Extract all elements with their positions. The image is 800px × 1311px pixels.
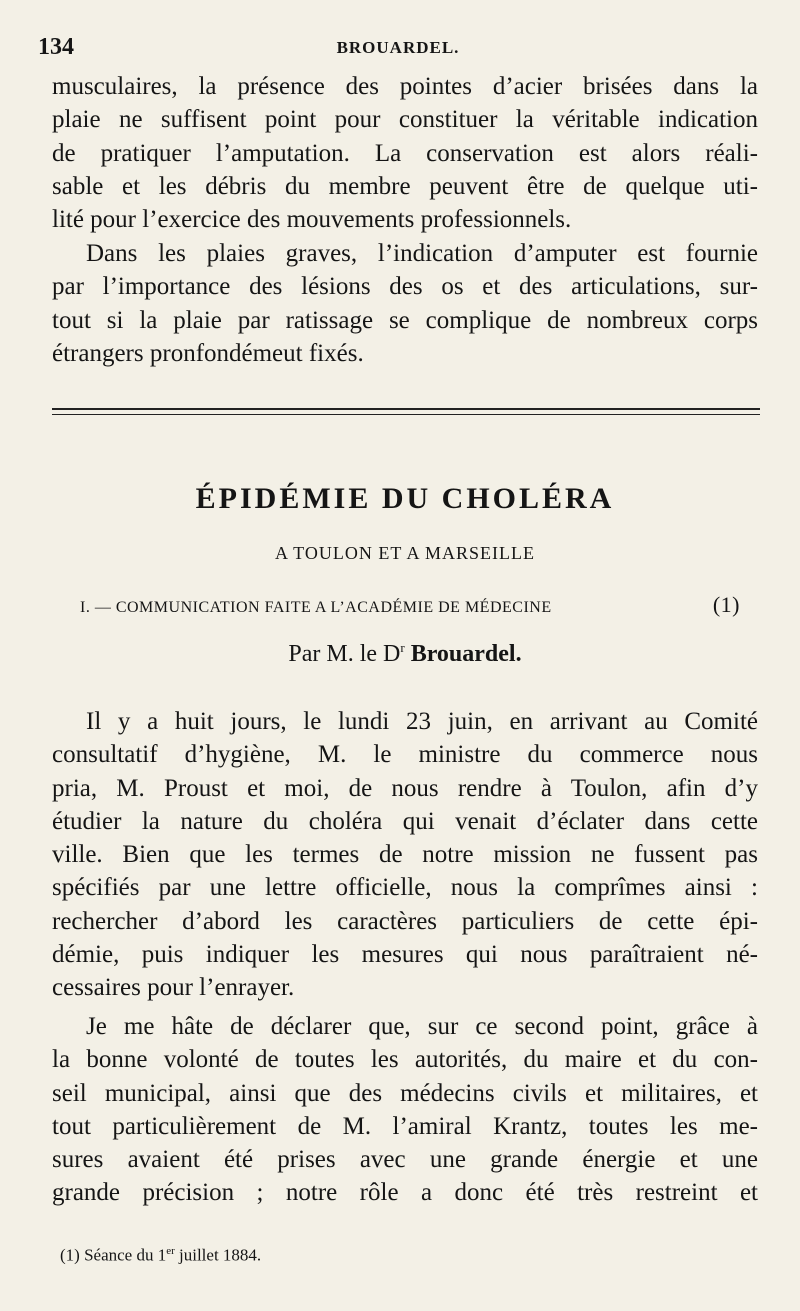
text-line: cessaires pour l’enrayer. bbox=[52, 974, 295, 1002]
footnote bbox=[60, 1245, 261, 1266]
article-title: ÉPIDÉMIE DU CHOLÉRA bbox=[195, 482, 615, 515]
footnote-prefix: (1) Séance du 1 bbox=[60, 1245, 167, 1265]
text-line: plaie ne suffisent point pour constituer la véritable indication bbox=[52, 106, 758, 134]
text-line: de pratiquer l’amputation. La conservation est alors réali- bbox=[52, 139, 758, 167]
text-line: sable et les débris du membre peuvent être de quelque uti- bbox=[52, 172, 758, 200]
text-line: rechercher d’abord les caractères particuliers de cette épi- bbox=[52, 907, 758, 935]
paragraph-1 bbox=[52, 70, 758, 236]
text-line: grande précision ; notre rôle a donc été très restreint et bbox=[52, 1179, 758, 1207]
text-line: pria, M. Proust et moi, de nous rendre à Toulon, afin d’y bbox=[52, 774, 758, 802]
footnote-reference: (1) bbox=[712, 592, 740, 617]
text-line: lité pour l’exercice des mouvements professionnels. bbox=[52, 206, 572, 234]
text-line: tout particulièrement de M. l’amiral Krantz, toutes les me- bbox=[52, 1112, 758, 1140]
article-subtitle: A TOULON ET A MARSEILLE bbox=[274, 543, 535, 563]
text-line: sures avaient été prises avec une grande énergie et une bbox=[52, 1146, 758, 1174]
page-header bbox=[38, 34, 758, 64]
communication-text: I. — COMMUNICATION FAITE A L’ACADÉMIE DE MÉDECINE bbox=[80, 599, 552, 616]
text-line: la bonne volonté de toutes les autorités, du maire et du con- bbox=[52, 1046, 758, 1074]
text-line: tout si la plaie par ratissage se complique de nombreux corps bbox=[52, 306, 758, 334]
section-divider-thick bbox=[52, 408, 760, 410]
byline-prefix: Par M. le D bbox=[288, 641, 401, 667]
paragraph-2 bbox=[52, 237, 758, 370]
paragraph-4 bbox=[52, 1010, 758, 1210]
running-head: BROUARDEL. bbox=[336, 38, 460, 57]
article-byline bbox=[52, 640, 758, 668]
text-line: étrangers pronfondémeut fixés. bbox=[52, 339, 364, 367]
text-line: Dans les plaies graves, l’indication d’amputer est fournie bbox=[86, 240, 758, 267]
text-line: consultatif d’hygiène, M. le ministre du commerce nous bbox=[52, 741, 758, 769]
text-line: seil municipal, ainsi que des médecins civils et militaires, et bbox=[52, 1079, 758, 1107]
section-divider-thin bbox=[52, 414, 760, 415]
text-line: spécifiés par une lettre officielle, nous la comprîmes ainsi : bbox=[52, 874, 758, 902]
byline-superscript: r bbox=[400, 640, 405, 655]
footnote-suffix: juillet 1884. bbox=[174, 1245, 262, 1265]
text-line: Il y a huit jours, le lundi 23 juin, en arrivant au Comité bbox=[86, 708, 758, 735]
text-line: par l’importance des lésions des os et des articulations, sur- bbox=[52, 273, 758, 301]
byline-author: Brouardel. bbox=[410, 641, 522, 667]
text-line: démie, puis indiquer les mesures qui nous paraîtraient né- bbox=[52, 941, 758, 969]
page-number: 134 bbox=[38, 34, 74, 60]
text-line: musculaires, la présence des pointes d’acier brisées dans la bbox=[52, 73, 758, 100]
text-line: ville. Bien que les termes de notre mission ne fussent pas bbox=[52, 841, 758, 869]
paragraph-3 bbox=[52, 705, 758, 1005]
text-line: étudier la nature du choléra qui venait d’éclater dans cette bbox=[52, 807, 758, 835]
text-line: Je me hâte de déclarer que, sur ce second point, grâce à bbox=[86, 1013, 758, 1040]
communication-heading bbox=[80, 592, 740, 618]
footnote-superscript: er bbox=[166, 1245, 175, 1257]
